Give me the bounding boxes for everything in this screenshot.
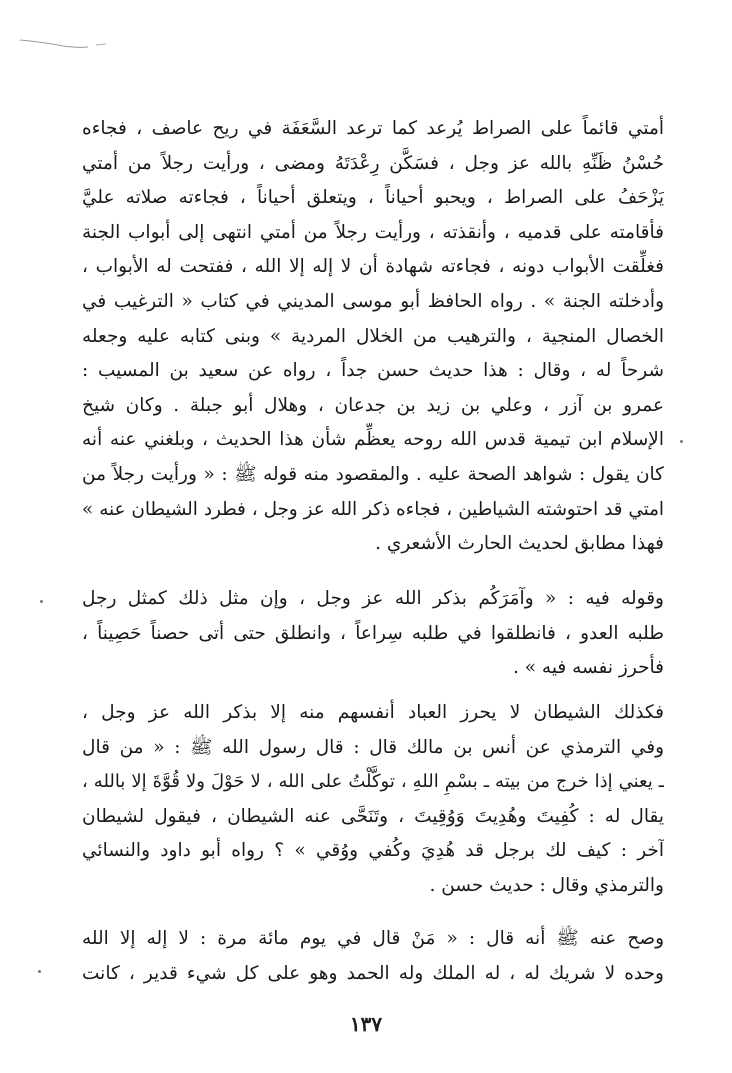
text-line: الخصال المنجية ، والترهيب من الخلال المردية » وبنى كتابه عليه وجعله — [82, 325, 664, 347]
paragraph-hadith-continuation — [82, 112, 664, 562]
margin-speck — [680, 440, 683, 443]
text-line: فهذا مطابق لحديث الحارث الأشعري . — [375, 533, 664, 555]
text-line: كان يقول : شواهد الصحة عليه . والمقصود منه قوله ﷺ : « ورأيت رجلاً من — [82, 463, 664, 485]
text-line: ـ يعني إذا خرج من بيته ـ بسْمِ اللهِ ، توكَّلْتُ على الله ، لا حَوْلَ ولا قُوَّةَ إلا بالله ، — [82, 771, 664, 793]
text-line: فأقامته على قدميه ، وأنقذته ، ورأيت رجلاً من أمتي انتهى إلى أبواب الجنة — [82, 221, 664, 243]
text-line: وأدخلته الجنة » . رواه الحافظ أبو موسى المديني في كتاب « الترغيب في — [82, 290, 664, 312]
text-line: فكذلك الشيطان لا يحرز العباد أنفسهم منه إلا بذكر الله عز وجل ، — [82, 702, 664, 723]
text-line: الإسلام ابن تيمية قدس الله روحه يعظِّم شأن هذا الحديث ، وبلغني عنه أنه — [82, 429, 664, 451]
margin-speck — [38, 970, 41, 973]
paragraph-remembrance-fortress — [82, 582, 664, 686]
text-line: وقوله فيه : « وآمَرَكُم بذكر الله عز وجل ، وإن مثل ذلك كمثل رجل — [82, 588, 664, 609]
text-line: امتي قد احتوشته الشياطين ، فجاءه ذكر الله عز وجل ، فطرد الشيطان عنه » — [82, 498, 664, 520]
paragraph-leaving-house-supplication — [82, 696, 664, 904]
text-line: حُسْنُ ظَنِّهِ بالله عز وجل ، فسَكَّن رِعْدَتَهُ ومضى ، ورأيت رجلاً من أمتي — [82, 152, 664, 174]
text-line: وحده لا شريك له ، له الملك وله الحمد وهو على كل شيء قدير ، كانت — [82, 962, 664, 984]
text-line: عمرو بن آزر ، وعلي بن زيد بن جدعان ، وهلال أبو جبلة . وكان شيخ — [82, 394, 664, 416]
text-line: فأحرز نفسه فيه » . — [512, 657, 664, 679]
text-line: وفي الترمذي عن أنس بن مالك قال : قال رسول الله ﷺ : « من قال — [82, 736, 664, 758]
text-line: والترمذي وقال : حديث حسن . — [429, 874, 664, 896]
text-line: أمتي قائماً على الصراط يُرعد كما ترعد السَّعَفَة في ريح عاصف ، فجاءه — [82, 118, 664, 139]
page-number: ١٣٧ — [349, 1012, 383, 1036]
text-line: شرحاً له ، وقال : هذا حديث حسن جداً ، رواه عن سعيد بن المسيب : — [82, 360, 664, 382]
text-line: وصح عنه ﷺ أنه قال : « مَنْ قال في يوم مائة مرة : لا إله إلا الله — [82, 928, 664, 949]
text-line: طلبه العدو ، فانطلقوا في طلبه سِراعاً ، وانطلق حتى أتى حصناً حَصِيناً ، — [82, 622, 664, 644]
text-line: فغلِّقت الأبواب دونه ، فجاءته شهادة أن لا إله إلا الله ، ففتحت له الأبواب ، — [82, 256, 664, 278]
text-line: آخر : كيف لك برجل قد هُدِيَ وكُفي ووُقي » ؟ رواه أبو داود والنسائي — [82, 840, 664, 862]
text-line: يَزْحَفُ على الصراط ، ويحبو أحياناً ، ويتعلق أحياناً ، فجاءته صلاته عليَّ — [82, 187, 664, 209]
text-line: يقال له : كُفِيتَ وهُدِيتَ وَوُقِيتَ ، وتَنَحَّى عنه الشيطان ، فيقول لشيطان — [82, 805, 664, 827]
scan-artifact-mark — [18, 36, 108, 50]
paragraph-hundred-times-dhikr — [82, 922, 664, 991]
margin-speck — [40, 600, 43, 603]
